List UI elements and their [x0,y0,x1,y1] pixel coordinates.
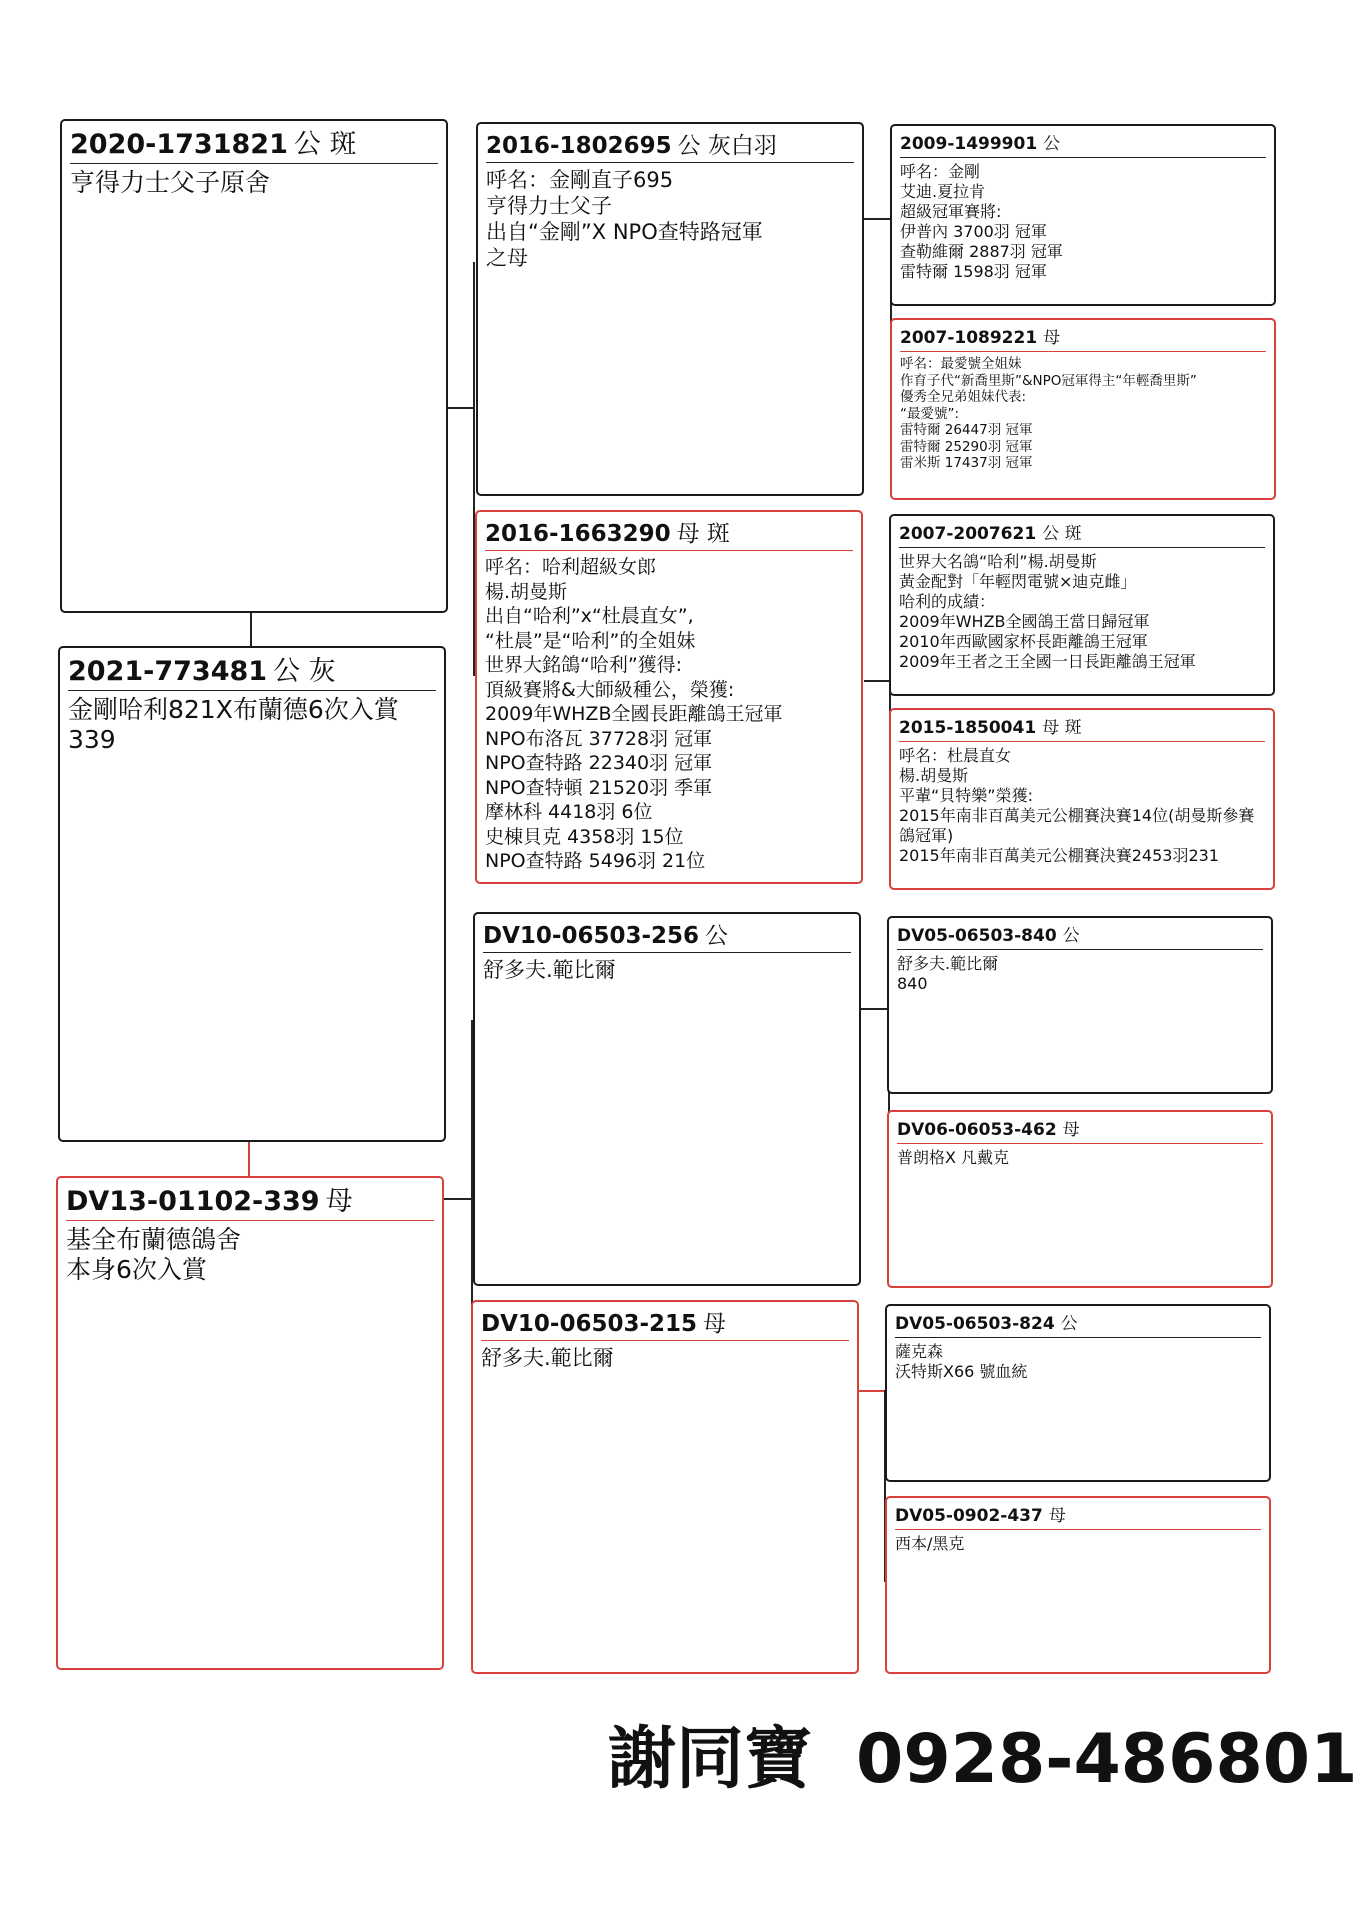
notes: 呼名：金剛直子695 亨得力士父子 出自“金剛”X NPO查特路冠軍 之母 [486,168,763,270]
sex-color: 母 [1043,328,1061,348]
owner-contact [608,1710,1358,1810]
great-grandparent-card [885,1496,1271,1674]
sire-sire-card [476,122,864,496]
sex-color: 公 [705,923,729,949]
sex-color: 公 斑 [1042,524,1082,544]
dam-sire-card [473,912,861,1286]
ring-number: DV13-01102-339 [66,1186,320,1217]
ring-number: 2020-1731821 [70,129,288,160]
notes: 呼名：哈利超級女郎 楊.胡曼斯 出自“哈利”x“杜晨直女”, “杜晨”是“哈利”的全姐妹 世界大銘鴿“哈利”獲得: 頂級賽將&大師級種公，榮獲: 2009年WHZB全國長距離鴿王冠軍 NPO布洛瓦 37728羽 冠軍 NPO查特路 22340羽 冠軍 NPO查特頓 21520羽 季軍 摩林科 4418羽 6位 史棟貝克 4358羽 15位 NPO查特路 5496羽 21位 [485,556,783,872]
sire-card [60,119,448,613]
great-grandparent-card [890,318,1276,500]
sex-color: 公 [1043,134,1061,154]
sex-color: 母 [325,1186,353,1217]
ring-number: DV10-06503-256 [483,923,700,949]
notes: 呼名：金剛 艾迪.夏拉肯 超級冠軍賽將: 伊普內 3700羽 冠軍 查勒維爾 2887羽 冠軍 雷特爾 1598羽 冠軍 [900,162,1063,281]
great-grandparent-card [890,124,1276,306]
notes: 世界大名鴿“哈利”楊.胡曼斯 黃金配對「年輕閃電號×迪克雌」 哈利的成績： 2009年WHZB全國鴿王當日歸冠軍 2010年西歐國家杯長距離鴿王冠軍 2009年王者之王全國一日長距離鴿王冠軍 [899,552,1196,671]
ring-number: DV05-0902-437 [895,1506,1043,1526]
sex-color: 母 斑 [1042,718,1082,738]
owner-phone: 0928-486801 [856,1720,1358,1799]
subject-card [58,646,446,1142]
notes: 呼名：杜晨直女 楊.胡曼斯 平輩“貝特樂”榮獲: 2015年南非百萬美元公棚賽決賽14位(胡曼斯參賽鴿冠軍) 2015年南非百萬美元公棚賽決賽2453羽231 [899,746,1255,865]
ring-number: DV10-06503-215 [481,1311,698,1337]
sex-color: 母 斑 [676,521,730,547]
ring-number: 2016-1802695 [486,133,672,159]
sire-dam-card [475,510,863,884]
notes: 呼名：最愛號全姐妹 作育子代“新喬里斯”&NPO冠軍得主“年輕喬里斯” 優秀全兄弟姐妹代表: “最愛號”: 雷特爾 26447羽 冠軍 雷特爾 25290羽 冠軍 雷米斯 17437羽 冠軍 [900,356,1197,471]
dam-dam-card [471,1300,859,1674]
ring-number: 2016-1663290 [485,521,671,547]
ring-number: 2021-773481 [68,656,268,687]
notes: 西本/黑克 [895,1534,965,1553]
notes: 普朗格X 凡戴克 [897,1148,1010,1167]
notes: 舒多夫.範比爾 840 [897,954,999,993]
sex-color: 公 斑 [293,129,357,160]
great-grandparent-card [887,916,1273,1094]
ring-number: 2009-1499901 [900,134,1038,154]
great-grandparent-card [885,1304,1271,1482]
ring-number: DV05-06503-824 [895,1314,1055,1334]
owner-name: 謝同寶 [608,1720,813,1799]
notes: 亨得力士父子原舍 [70,168,271,197]
ring-number: 2015-1850041 [899,718,1037,738]
ring-number: 2007-1089221 [900,328,1038,348]
great-grandparent-card [889,514,1275,696]
great-grandparent-card [889,708,1275,890]
sex-color: 母 [1062,1120,1080,1140]
great-grandparent-card [887,1110,1273,1288]
sex-color: 公 [1060,1314,1078,1334]
notes: 薩克森 沃特斯X66 號血統 [895,1342,1028,1381]
sex-color: 母 [1048,1506,1066,1526]
ring-number: DV06-06053-462 [897,1120,1057,1140]
notes: 金剛哈利821X布蘭德6次入賞 339 [68,695,399,754]
sex-color: 公 [1062,926,1080,946]
notes: 基全布蘭德鴿舍 本身6次入賞 [66,1225,242,1284]
dam-card [56,1176,444,1670]
sex-color: 公 灰白羽 [677,133,777,159]
sex-color: 母 [703,1311,727,1337]
sex-color: 公 灰 [273,656,336,687]
notes: 舒多夫.範比爾 [481,1346,614,1370]
notes: 舒多夫.範比爾 [483,958,616,982]
ring-number: DV05-06503-840 [897,926,1057,946]
ring-number: 2007-2007621 [899,524,1037,544]
